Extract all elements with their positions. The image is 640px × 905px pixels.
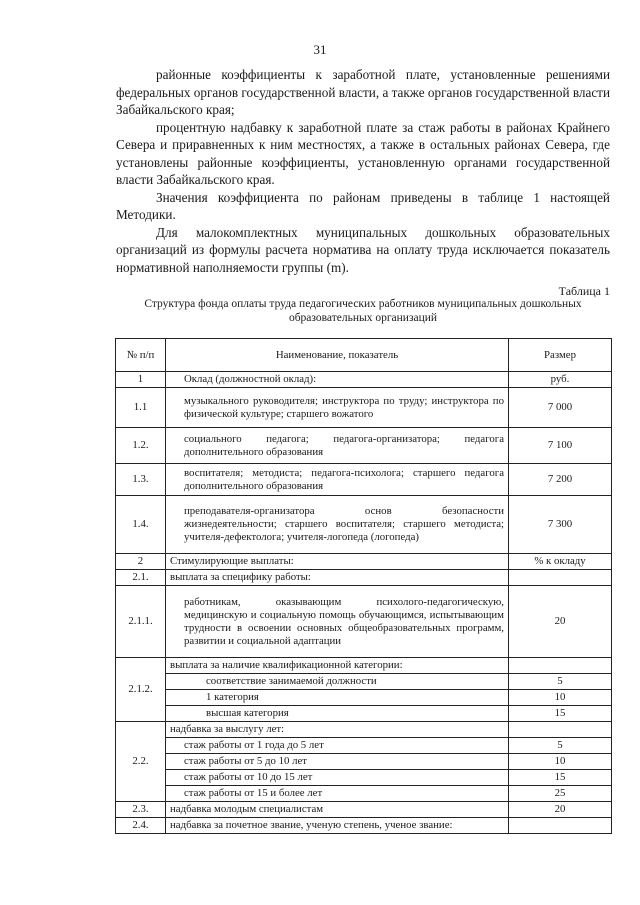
body-text	[116, 66, 610, 276]
row-num: 2.3.	[116, 802, 166, 818]
subrow-name: высшая категория	[166, 706, 509, 722]
row-size: % к окладу	[509, 554, 612, 570]
subrow-name: стаж работы от 5 до 10 лет	[166, 754, 509, 770]
paragraph: районные коэффициенты к заработной плате, установленные решениями федеральных органов государственной власти, а также органов государственной власти Забайкальского края;	[116, 67, 610, 117]
table-row	[116, 570, 612, 586]
row-size: 7 200	[509, 464, 612, 496]
subrow-name: стаж работы от 1 года до 5 лет	[166, 738, 509, 754]
row-num: 1.3.	[116, 464, 166, 496]
subrow-name: стаж работы от 10 до 15 лет	[166, 770, 509, 786]
paragraph: Для малокомплектных муниципальных дошкольных образовательных организаций из формулы расчета норматива на оплату труда исключается показатель нормативной наполняемости группы (m).	[116, 224, 610, 275]
table-row	[116, 428, 612, 464]
row-num: 2.1.1.	[116, 586, 166, 658]
row-size	[509, 722, 612, 738]
row-name: Оклад (должностной оклад):	[166, 372, 509, 388]
row-size: 7 000	[509, 388, 612, 428]
table-row	[116, 388, 612, 428]
row-num: 1	[116, 372, 166, 388]
table-row	[116, 818, 612, 834]
row-size: 20	[509, 586, 612, 658]
row-name: работникам, оказывающим психолого-педагогическую, медицинскую и социальную помощь обучающимся, испытывающим трудности в освоении основных общеобразовательных программ, развитии и социальной адаптации	[166, 586, 509, 658]
row-size	[509, 658, 612, 674]
row-name: выплата за специфику работы:	[166, 570, 509, 586]
paragraph: Значения коэффициента по районам приведены в таблице 1 настоящей Методики.	[116, 189, 610, 222]
row-size: руб.	[509, 372, 612, 388]
header-num: № п/п	[116, 339, 166, 372]
row-num: 2	[116, 554, 166, 570]
row-size: 7 100	[509, 428, 612, 464]
subrow-size: 15	[509, 770, 612, 786]
row-size: 7 300	[509, 496, 612, 554]
row-name: музыкального руководителя; инструктора по труду; инструктора по физической культуре; старшего вожатого	[166, 388, 509, 428]
table-subrow	[116, 690, 612, 706]
table-subrow	[116, 738, 612, 754]
subrow-size: 10	[509, 690, 612, 706]
paragraph: процентную надбавку к заработной плате за стаж работы в районах Крайнего Севера и приравненных к ним местностях, а также в остальных районах Севера, где установлены районные коэффициенты, установленную органами государственной власти Забайкальского края.	[116, 119, 610, 187]
row-name: надбавка молодым специалистам	[166, 802, 509, 818]
table-subrow	[116, 754, 612, 770]
row-name: выплата за наличие квалификационной категории:	[166, 658, 509, 674]
header-size: Размер	[509, 339, 612, 372]
table-row	[116, 554, 612, 570]
table-row	[116, 464, 612, 496]
row-name: надбавка за почетное звание, ученую степень, ученое звание:	[166, 818, 509, 834]
table-row	[116, 586, 612, 658]
table-header-row	[116, 339, 612, 372]
subrow-size: 5	[509, 738, 612, 754]
row-name: воспитателя; методиста; педагога-психолога; старшего педагога дополнительного образования	[166, 464, 509, 496]
row-name: надбавка за выслугу лет:	[166, 722, 509, 738]
table-subrow	[116, 770, 612, 786]
row-num: 1.2.	[116, 428, 166, 464]
row-name: преподавателя-организатора основ безопасности жизнедеятельности; старшего воспитателя; старшего методиста; учителя-дефектолога; учителя-логопеда (логопеда)	[166, 496, 509, 554]
table-subrow	[116, 674, 612, 690]
header-name: Наименование, показатель	[166, 339, 509, 372]
row-num: 2.2.	[116, 722, 166, 802]
row-num: 2.1.2.	[116, 658, 166, 722]
row-num: 2.1.	[116, 570, 166, 586]
row-name: социального педагога; педагога-организатора; педагога дополнительного образования	[166, 428, 509, 464]
row-name: Стимулирующие выплаты:	[166, 554, 509, 570]
row-size	[509, 570, 612, 586]
subrow-size: 25	[509, 786, 612, 802]
table-subrow	[116, 786, 612, 802]
table-row	[116, 372, 612, 388]
row-size: 20	[509, 802, 612, 818]
row-num: 1.4.	[116, 496, 166, 554]
table-row	[116, 658, 612, 674]
row-num: 1.1	[116, 388, 166, 428]
subrow-size: 10	[509, 754, 612, 770]
table-label: Таблица 1	[558, 284, 610, 298]
subrow-name: соответствие занимаемой должности	[166, 674, 509, 690]
subrow-name: 1 категория	[166, 690, 509, 706]
subrow-name: стаж работы от 15 и более лет	[166, 786, 509, 802]
page-number: 31	[313, 42, 327, 57]
row-size	[509, 818, 612, 834]
table-subrow	[116, 706, 612, 722]
subrow-size: 5	[509, 674, 612, 690]
pay-structure-table	[115, 338, 612, 834]
row-num: 2.4.	[116, 818, 166, 834]
subrow-size: 15	[509, 706, 612, 722]
table-caption: Структура фонда оплаты труда педагогических работников муниципальных дошкольных образовательных организаций	[144, 298, 582, 324]
table-row	[116, 802, 612, 818]
table-row	[116, 496, 612, 554]
table-row	[116, 722, 612, 738]
